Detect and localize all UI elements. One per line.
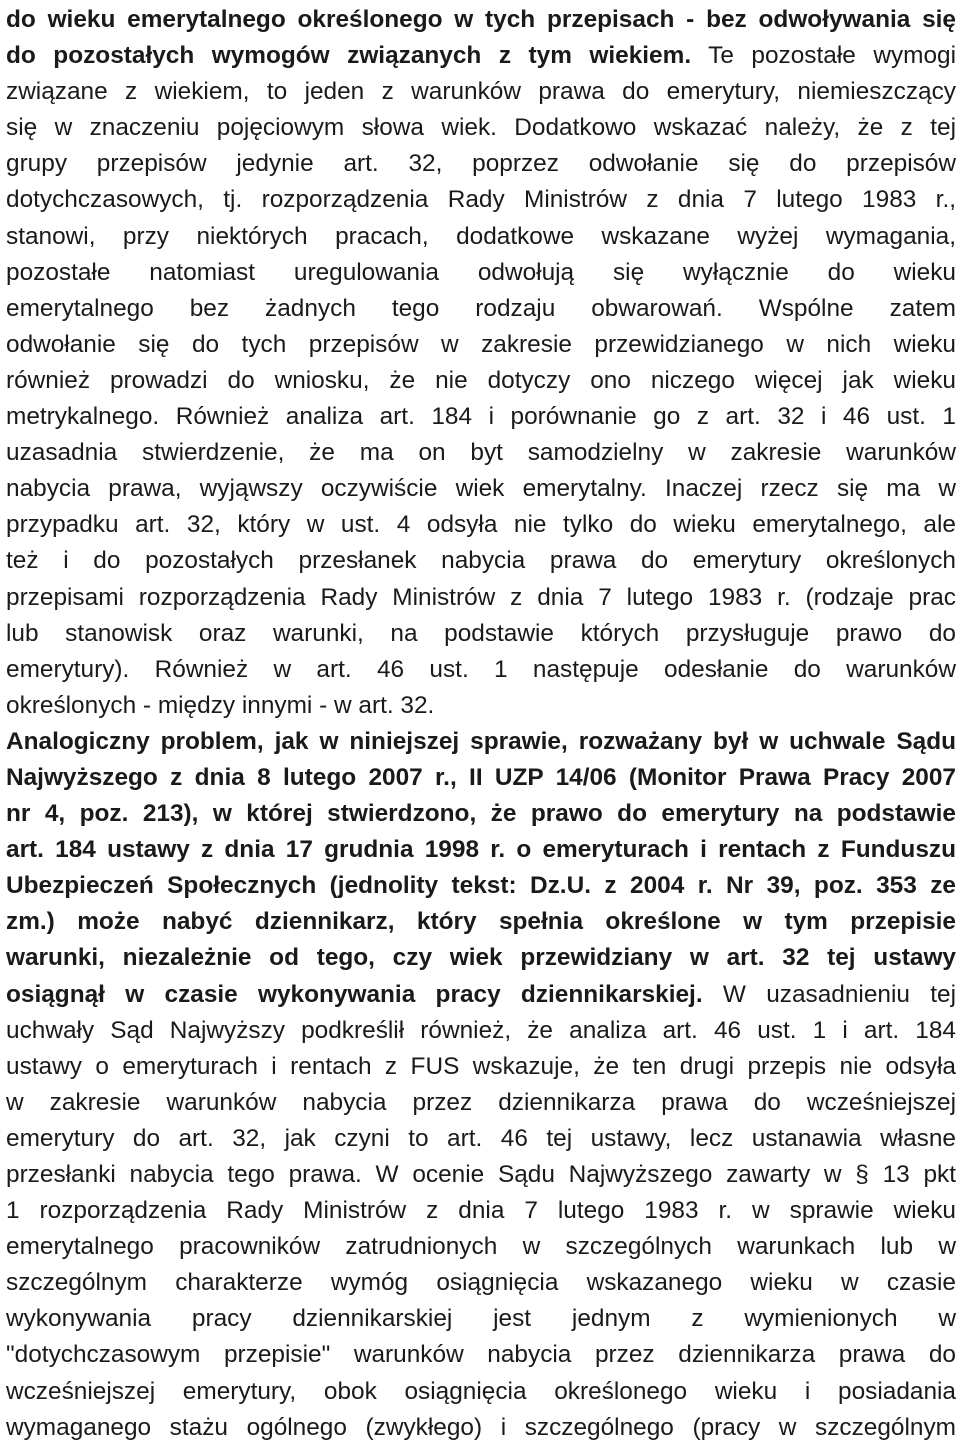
bold-text-run: Najwyższego z dnia 8 lutego 2007 r., II UZP 14/06 (Monitor Prawa Pracy 2007 <box>6 763 956 791</box>
text-line <box>6 399 956 435</box>
text-line <box>6 1229 956 1265</box>
text-line <box>6 2 956 38</box>
text-run: odwołanie się do tych przepisów w zakresie przewidzianego w nich wieku <box>6 330 956 358</box>
text-line <box>6 110 956 146</box>
text-run: Te pozostałe wymogi <box>691 42 956 70</box>
text-line <box>6 1301 956 1337</box>
text-line <box>6 507 956 543</box>
text-run: uchwały Sąd Najwyższy podkreślił również, że analiza art. 46 ust. 1 i art. 184 <box>6 1016 956 1044</box>
text-run: wcześniejszej emerytury, obok osiągnięcia określonego wieku i posiadania <box>6 1377 956 1405</box>
text-run: ustawy o emeryturach i rentach z FUS wskazuje, że ten drugi przepis nie odsyła <box>6 1052 956 1080</box>
text-run: dotychczasowych, tj. rozporządzenia Rady Ministrów z dnia 7 lutego 1983 r., <box>6 186 956 214</box>
bold-text-run: do wieku emerytalnego określonego w tych przepisach - bez odwoływania się <box>6 6 956 33</box>
text-line <box>6 1085 956 1121</box>
text-run: przypadku art. 32, który w ust. 4 odsyła nie tylko do wieku emerytalnego, ale <box>6 511 956 539</box>
text-line <box>6 652 956 688</box>
text-line <box>6 1193 956 1229</box>
text-run: emerytalnego bez żadnych tego rodzaju obwarowań. Wspólne zatem <box>6 294 956 322</box>
text-run: metrykalnego. Również analiza art. 184 i porównanie go z art. 32 i 46 ust. 1 <box>6 403 956 431</box>
bold-text-run: warunki, niezależnie od tego, czy wiek przewidziany w art. 32 tej ustawy <box>6 944 956 972</box>
text-line <box>6 868 956 904</box>
text-run: emerytury). Również w art. 46 ust. 1 następuje odesłanie do warunków <box>6 655 956 683</box>
bold-text-run: zm.) może nabyć dziennikarz, który spełnia określone w tym przepisie <box>6 908 956 936</box>
text-line <box>6 977 956 1013</box>
text-line <box>6 146 956 182</box>
text-run: związane z wiekiem, to jeden z warunków prawa do emerytury, niemieszczący <box>6 78 956 106</box>
text-line <box>6 435 956 471</box>
text-line <box>6 688 956 724</box>
text-line <box>6 1049 956 1085</box>
text-line <box>6 832 956 868</box>
text-run: lub stanowisk oraz warunki, na podstawie których przysługuje prawo do <box>6 619 956 647</box>
text-line <box>6 1410 956 1446</box>
bold-text-run: do pozostałych wymogów związanych z tym wiekiem. <box>6 42 692 70</box>
text-line <box>6 74 956 110</box>
text-line <box>6 1374 956 1410</box>
text-line <box>6 38 956 74</box>
text-line <box>6 1121 956 1157</box>
text-line <box>6 580 956 616</box>
text-line <box>6 1157 956 1193</box>
text-run: "dotychczasowym przepisie" warunków nabycia przez dziennikarza prawa do <box>6 1341 956 1369</box>
text-run: również prowadzi do wniosku, że nie dotyczy ono niczego więcej jak wieku <box>6 366 956 394</box>
text-line <box>6 291 956 327</box>
text-run: wykonywania pracy dziennikarskiej jest jednym z wymienionych w <box>6 1305 956 1333</box>
text-line <box>6 471 956 507</box>
text-run: emerytalnego pracowników zatrudnionych w szczególnych warunkach lub w <box>6 1233 956 1261</box>
text-line <box>6 1337 956 1373</box>
text-run: nabycia prawa, wyjąwszy oczywiście wiek emerytalny. Inaczej rzecz się ma w <box>6 475 956 503</box>
text-run: też i do pozostałych przesłanek nabycia prawa do emerytury określonych <box>6 547 956 575</box>
bold-text-run: Ubezpieczeń Społecznych (jednolity tekst: Dz.U. z 2004 r. Nr 39, poz. 353 ze <box>6 872 956 900</box>
text-line <box>6 327 956 363</box>
text-run: określonych - między innymi - w art. 32. <box>6 691 435 719</box>
text-line <box>6 760 956 796</box>
text-run: w zakresie warunków nabycia przez dziennikarza prawa do wcześniejszej <box>6 1088 956 1116</box>
text-line <box>6 543 956 579</box>
text-line <box>6 940 956 976</box>
text-run: W uzasadnieniu tej <box>702 980 956 1008</box>
text-line <box>6 616 956 652</box>
text-line <box>6 219 956 255</box>
text-run: emerytury do art. 32, jak czyni to art. 46 tej ustawy, lecz ustanawia własne <box>6 1124 956 1152</box>
bold-text-run: art. 184 ustawy z dnia 17 grudnia 1998 r. o emeryturach i rentach z Funduszu <box>6 836 956 864</box>
text-line <box>6 796 956 832</box>
text-line <box>6 255 956 291</box>
text-line <box>6 182 956 218</box>
bold-text-run: nr 4, poz. 213), w której stwierdzono, że prawo do emerytury na podstawie <box>6 800 956 828</box>
text-run: grupy przepisów jedynie art. 32, poprzez odwołanie się do przepisów <box>6 150 956 178</box>
bold-text-run: osiągnął w czasie wykonywania pracy dziennikarskiej. <box>6 980 703 1008</box>
text-run: uzasadnia stwierdzenie, że ma on byt samodzielny w zakresie warunków <box>6 439 956 467</box>
text-run: się w znaczeniu pojęciowym słowa wiek. Dodatkowo wskazać należy, że z tej <box>6 114 956 142</box>
document-page <box>0 2 960 1440</box>
text-run: wymaganego stażu ogólnego (zwykłego) i szczególnego (pracy w szczególnym <box>6 1413 956 1441</box>
text-run: szczególnym charakterze wymóg osiągnięcia wskazanego wieku w czasie <box>6 1269 956 1297</box>
text-line <box>6 1265 956 1301</box>
text-line <box>6 904 956 940</box>
text-line <box>6 724 956 760</box>
text-run: stanowi, przy niektórych pracach, dodatkowe wskazane wyżej wymagania, <box>6 222 956 250</box>
text-line <box>6 1013 956 1049</box>
text-run: przesłanki nabycia tego prawa. W ocenie Sądu Najwyższego zawarty w § 13 pkt <box>6 1161 956 1188</box>
text-line <box>6 363 956 399</box>
text-run: 1 rozporządzenia Rady Ministrów z dnia 7 lutego 1983 r. w sprawie wieku <box>6 1197 956 1225</box>
bold-text-run: Analogiczny problem, jak w niniejszej sprawie, rozważany był w uchwale Sądu <box>6 727 956 755</box>
text-run: przepisami rozporządzenia Rady Ministrów z dnia 7 lutego 1983 r. (rodzaje prac <box>6 583 956 611</box>
text-run: pozostałe natomiast uregulowania odwołują się wyłącznie do wieku <box>6 258 956 286</box>
